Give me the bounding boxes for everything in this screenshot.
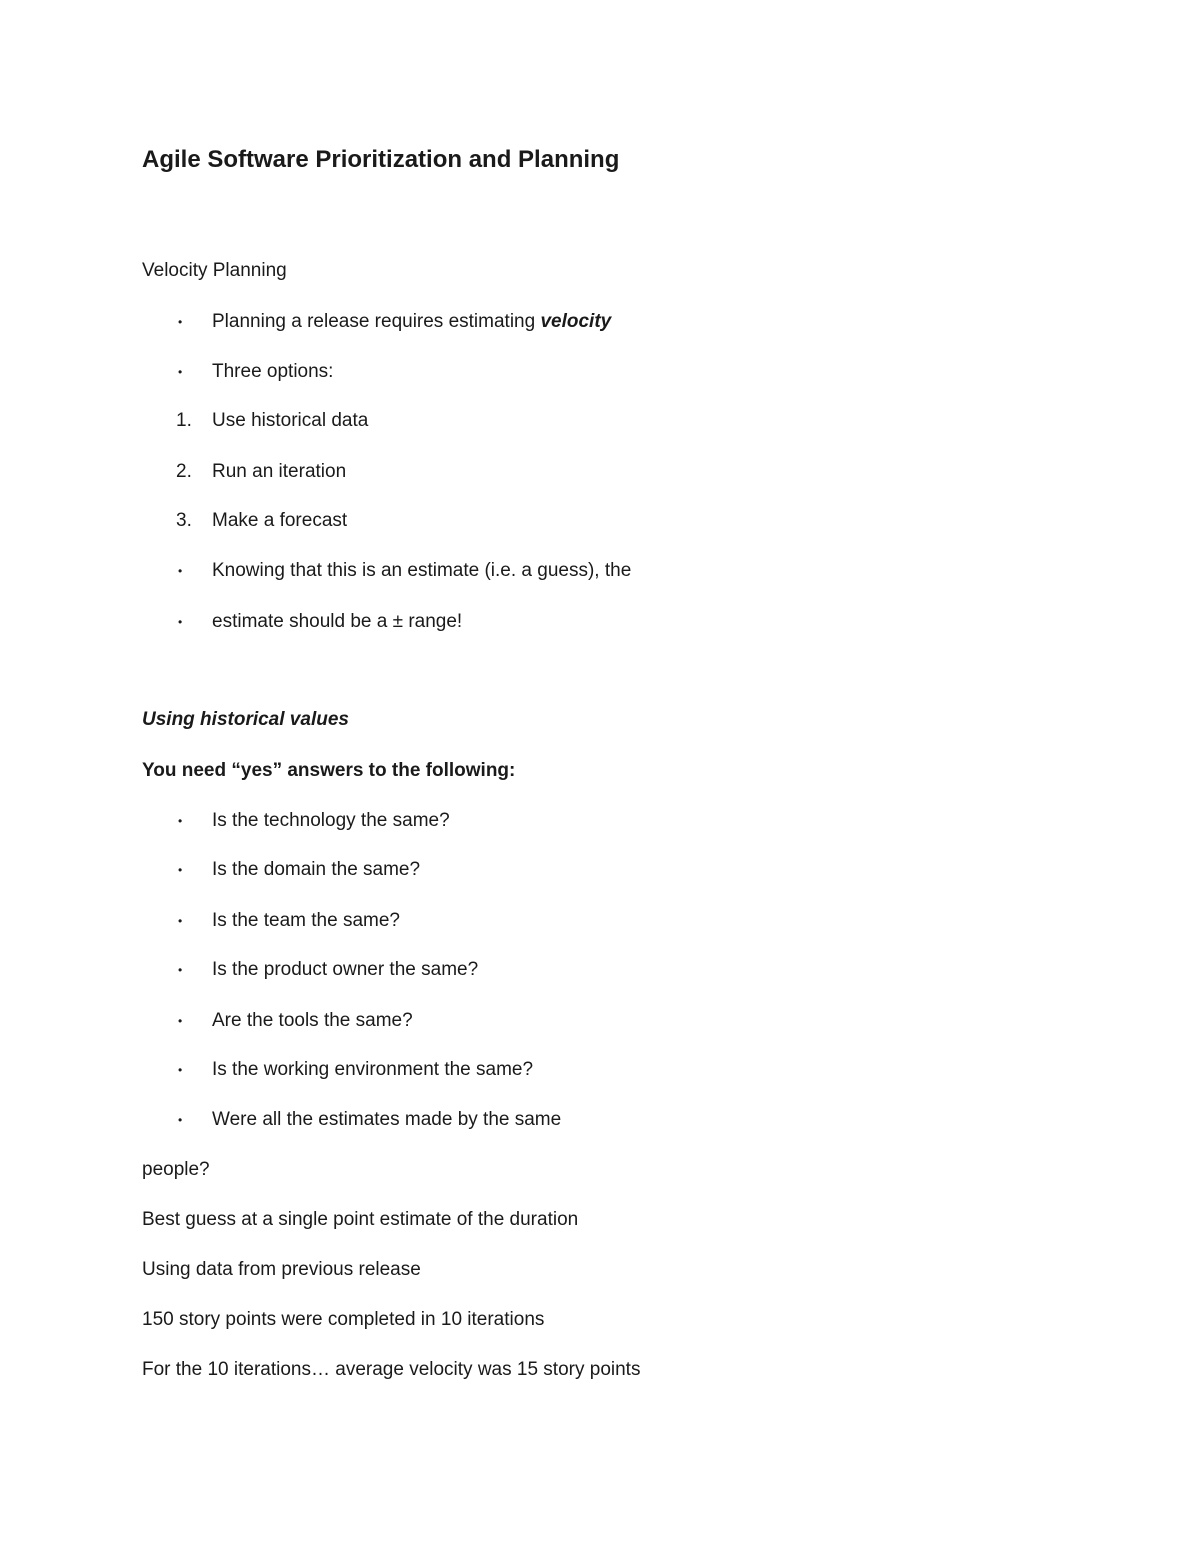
paragraph: Using data from previous release [142,1259,421,1280]
list-item-text: Is the technology the same? [212,810,450,831]
list-item-text: Is the product owner the same? [212,959,479,980]
list-item-text: Is the team the same? [212,910,400,931]
section-heading-velocity-planning: Velocity Planning [142,260,287,281]
emphasis-text: velocity [540,311,612,332]
bullet-icon: • [178,963,183,977]
bullet-icon: • [178,315,183,329]
list-item-text: Were all the estimates made by the same [212,1109,562,1130]
paragraph: For the 10 iterations… average velocity was 15 story points [142,1359,641,1380]
list-number: 2. [176,461,192,482]
bullet-icon: • [178,1063,183,1077]
list-item-text: Run an iteration [212,461,347,482]
list-number: 1. [176,410,192,431]
list-item-text: Knowing that this is an estimate (i.e. a guess), the [212,560,632,581]
list-item-text: estimate should be a ± range! [212,611,463,632]
paragraph: 150 story points were completed in 10 iterations [142,1309,545,1330]
list-item-text: Is the domain the same? [212,859,421,880]
bullet-icon: • [178,564,183,578]
bullet-icon: • [178,1014,183,1028]
list-item-text: Are the tools the same? [212,1010,413,1031]
list-item-text: Make a forecast [212,510,348,531]
list-number: 3. [176,510,192,531]
section-subheading: You need “yes” answers to the following: [142,760,516,781]
paragraph: people? [142,1159,210,1180]
list-item-text: Planning a release requires estimating velocity [212,311,612,332]
bullet-icon: • [178,365,183,379]
paragraph: Best guess at a single point estimate of the duration [142,1209,579,1230]
section-heading-historical-values: Using historical values [142,709,349,730]
document-title: Agile Software Prioritization and Planning [142,146,620,173]
bullet-icon: • [178,814,183,828]
bullet-icon: • [178,615,183,629]
bullet-icon: • [178,1113,183,1127]
bullet-icon: • [178,914,183,928]
list-item-text: Three options: [212,361,334,382]
bullet-icon: • [178,863,183,877]
list-item-text: Use historical data [212,410,369,431]
list-item-text: Is the working environment the same? [212,1059,534,1080]
